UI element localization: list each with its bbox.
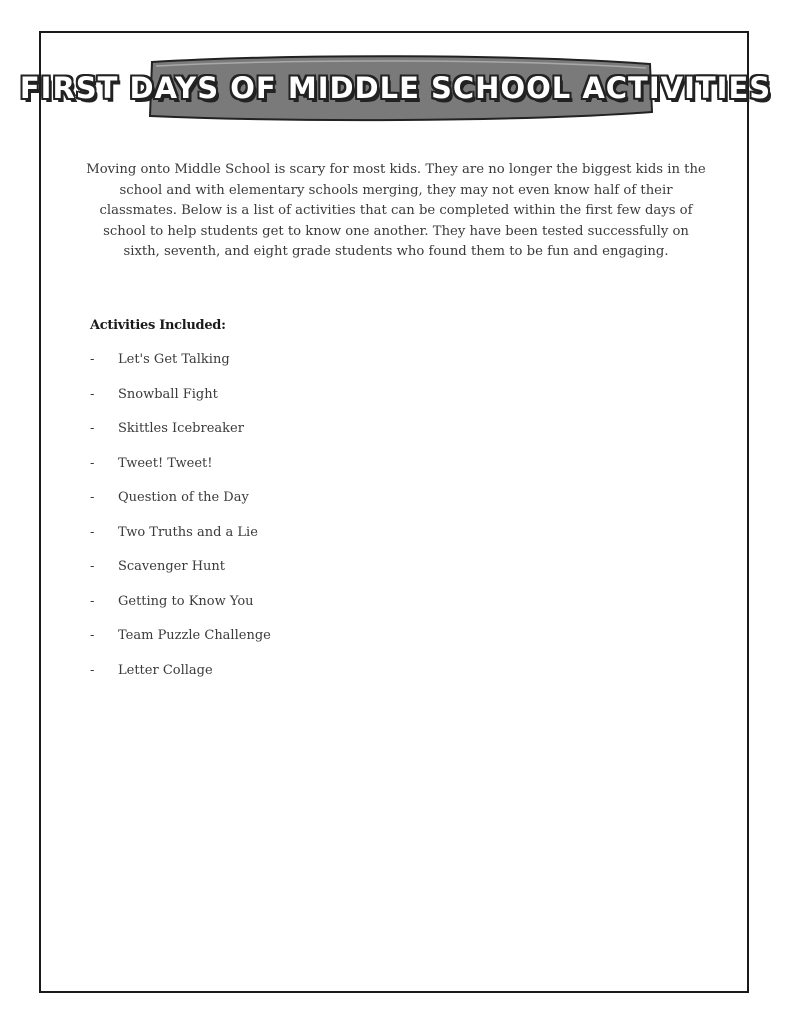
list-item bbox=[90, 559, 271, 594]
activity-label: Skittles Icebreaker bbox=[118, 421, 244, 436]
intro-paragraph: Moving onto Middle School is scary for most kids. They are no longer the biggest kids in the school and with elementary schools merging, they may not even know half of their classmates. Below is a list of activities that can be completed within the first few days of school to help students get to know one another. They have been tested successfully on sixth, seventh, and eight grade students who found them to be fun and engaging. bbox=[86, 162, 706, 259]
activity-label: Let's Get Talking bbox=[118, 352, 230, 367]
bullet-dash: - bbox=[90, 352, 95, 367]
list-item bbox=[90, 421, 271, 456]
bullet-dash: - bbox=[90, 593, 95, 609]
activity-label: Scavenger Hunt bbox=[118, 559, 226, 574]
activity-label: Tweet! Tweet! bbox=[118, 455, 213, 471]
list-item bbox=[90, 490, 271, 525]
list-item bbox=[90, 352, 271, 387]
bullet-dash: - bbox=[90, 559, 95, 574]
activity-label: Snowball Fight bbox=[118, 386, 218, 402]
list-item bbox=[90, 594, 271, 629]
bullet-dash: - bbox=[90, 490, 95, 505]
activities-list bbox=[90, 352, 271, 697]
activity-label: Two Truths and a Lie bbox=[118, 524, 258, 540]
list-item bbox=[90, 525, 271, 560]
activity-label: Getting to Know You bbox=[118, 593, 254, 609]
title-banner bbox=[19, 50, 772, 126]
list-item bbox=[90, 456, 271, 491]
list-item bbox=[90, 387, 271, 422]
bullet-dash: - bbox=[90, 662, 95, 678]
bullet-dash: - bbox=[90, 524, 95, 540]
bullet-dash: - bbox=[90, 421, 95, 436]
bullet-dash: - bbox=[90, 386, 95, 402]
activities-heading: Activities Included: bbox=[90, 318, 226, 333]
activity-label: Question of the Day bbox=[118, 490, 249, 505]
page-title: FIRST DAYS OF MIDDLE SCHOOL ACTIVITIES bbox=[19, 71, 772, 105]
bullet-dash: - bbox=[90, 628, 95, 643]
list-item bbox=[90, 628, 271, 663]
activity-label: Letter Collage bbox=[118, 662, 213, 678]
list-item bbox=[90, 663, 271, 698]
activity-label: Team Puzzle Challenge bbox=[118, 628, 271, 643]
bullet-dash: - bbox=[90, 455, 95, 471]
